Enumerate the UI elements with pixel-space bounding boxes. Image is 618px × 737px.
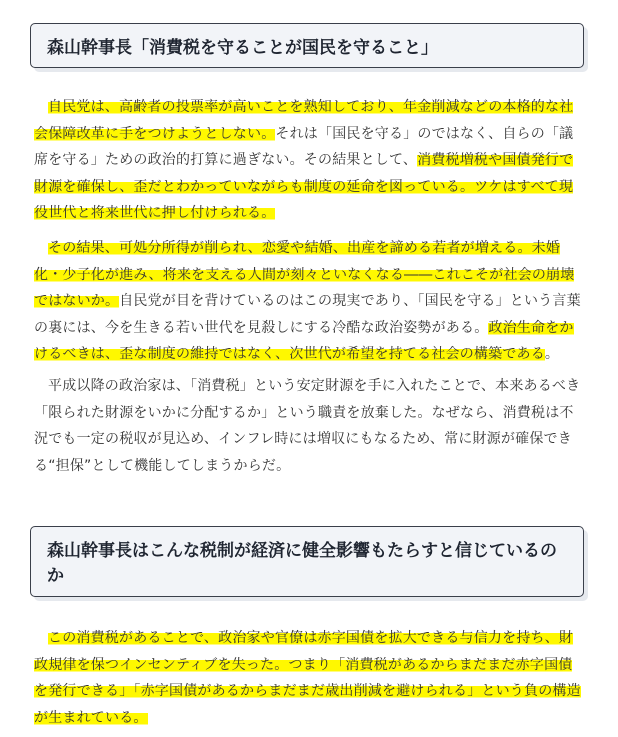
section1-paragraph: [34, 235, 584, 368]
section-heading-1: 森山幹事長「消費税を守ることが国民を守ること」: [30, 23, 584, 68]
body-text: 平成以降の政治家は、「消費税」という安定財源を手に入れたことで、本来あるべき「限られた財源をいかに分配するか」という職責を放棄した。なぜなら、消費税は不況でも一定の税収が見込め、インフレ時には増収にもなるため、常に財源が確保できる“担保”として機能してしまうからだ。: [34, 378, 581, 474]
body-text: 。: [544, 346, 560, 362]
section2-paragraph: [34, 625, 584, 731]
highlighted-text: 消費税増税や国債発行で財源を確保し、歪だとわかっていながらも制度の延命を図っている。ツケはすべて現役世代と将来世代に押し付けられる。: [34, 152, 574, 221]
highlighted-text: この消費税があることで、政治家や官僚は赤字国債を拡大できる与信力を持ち、財政規律を保つインセンティブを失った。: [34, 630, 574, 673]
body-text: それは「国民を守る」のではなく、自らの「議席を守る」ための政治的打算に過ぎない。その結果として、: [34, 125, 574, 168]
highlighted-text: 自民党は、高齢者の投票率が高いことを熟知しており、年金削減などの本格的な社会保障改革に手をつけようとしない。: [34, 99, 574, 142]
body-text: 自民党が目を背けているのはこの現実であり、「国民を守る」という言葉の裏には、今を生きる若い世代を見殺しにする冷酷な政治姿勢がある。: [34, 293, 581, 336]
section1-paragraph: [34, 94, 584, 227]
highlighted-text: つまり「消費税があるからまだまだ赤字国債を発行できる」「赤字国債があるからまだまだ歳出削減を避けられる」という負の構造が生まれている。: [34, 656, 581, 726]
section-heading-2: 森山幹事長はこんな税制が経済に健全影響もたらすと信じているのか: [30, 526, 584, 597]
section1-paragraph: [34, 373, 584, 479]
highlighted-text: その結果、可処分所得が削られ、恋愛や結婚、出産を諦める若者が増える。未婚化・少子化が進み、将来を支える人間が刻々といなくなる――これこそが社会の崩壊ではないか。: [34, 240, 575, 309]
highlighted-text: 政治生命をかけるべきは、歪な制度の維持ではなく、次世代が希望を持てる社会の構築である: [34, 319, 574, 362]
